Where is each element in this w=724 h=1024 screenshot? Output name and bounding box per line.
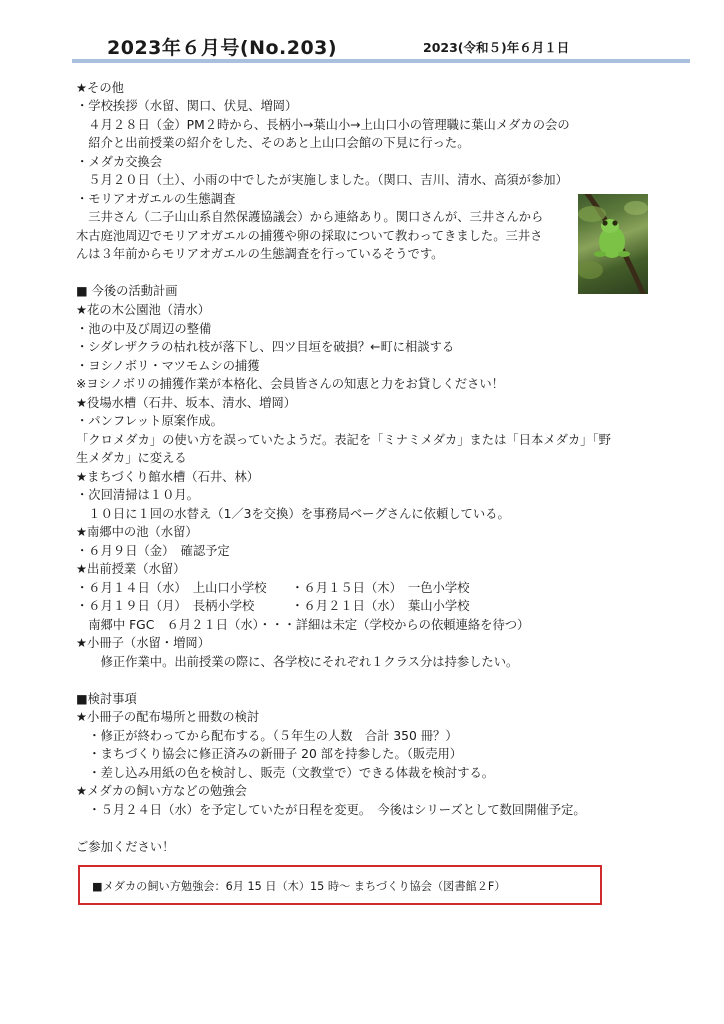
text-line: ４月２８日（金）PM２時から、長柄小→葉山小→上山口小の管理職に葉山メダカの会の bbox=[76, 118, 570, 132]
text-line: ・シダレザクラの枯れ枝が落下し、四ツ目垣を破損？←町に相談する bbox=[76, 340, 455, 354]
issue-date: 2023(令和５)年６月１日 bbox=[423, 40, 570, 55]
frog-icon bbox=[578, 194, 648, 294]
text-line: 紹介と出前授業の紹介をした、そのあと上山口会館の下見に行った。 bbox=[76, 136, 470, 150]
frog-photo bbox=[578, 194, 648, 294]
text-line: ・まちづくり協会に修正済みの新冊子 20 部を持参した。（販売用） bbox=[76, 747, 463, 761]
text-line: ・次回清掃は１０月。 bbox=[76, 488, 199, 502]
text-line: ★南郷中の池（水留） bbox=[76, 525, 198, 539]
text-line: １０日に１回の水替え（1／3を交換）を事務局ベーグさんに依頼している。 bbox=[76, 507, 510, 521]
text-line: ・５月２４日（水）を予定していたが日程を変更。 今後はシリーズとして数回開催予定。 bbox=[76, 803, 586, 817]
text-line: ★花の木公園池（清水） bbox=[76, 303, 210, 317]
text-line: ※ヨシノボリの捕獲作業が本格化、会員皆さんの知恵と力をお貸しください！ bbox=[76, 377, 504, 391]
issue-title: 2023年６月号(No.203) bbox=[107, 37, 338, 59]
text-line: ・６月１９日（月） 長柄小学校 ・６月２１日（水） 葉山小学校 bbox=[76, 599, 470, 613]
text-line: ★まちづくり館水槽（石井、林） bbox=[76, 470, 260, 484]
section-heading-plans: ■ 今後の活動計画 bbox=[76, 284, 178, 298]
text-line: ・メダカ交換会 bbox=[76, 155, 163, 169]
section-heading-review: ■検討事項 bbox=[76, 692, 137, 706]
text-line: ★役場水槽（石井、坂本、清水、増岡） bbox=[76, 396, 297, 410]
text-line: 生メダカ」に変える bbox=[76, 451, 187, 465]
text-line: ・パンフレット原案作成。 bbox=[76, 414, 223, 428]
text-line: ・モリアオガエルの生態調査 bbox=[76, 192, 236, 206]
text-line: 木古庭池周辺でモリアオガエルの捕獲や卵の採取について教わってきました。三井さ bbox=[76, 229, 543, 243]
text-line: んは３年前からモリアオガエルの生態調査を行っているそうです。 bbox=[76, 247, 444, 261]
text-line: ・６月９日（金） 確認予定 bbox=[76, 544, 230, 558]
event-notice-box bbox=[78, 865, 602, 905]
text-line: 南郷中 FGC ６月２１日（水）・・・詳細は未定（学校からの依頼連絡を待つ） bbox=[76, 618, 530, 632]
text-line: ・学校挨拶（水留、関口、伏見、増岡） bbox=[76, 99, 298, 113]
call-to-participate: ご参加ください！ bbox=[76, 840, 175, 854]
text-line: 「クロメダカ」の使い方を誤っていたようだ。表記を「ミナミメダカ」または「日本メダカ」「野 bbox=[76, 433, 611, 447]
text-line: ★小冊子の配布場所と冊数の検討 bbox=[76, 710, 260, 724]
text-line: ・ヨシノボリ・マツモムシの捕獲 bbox=[76, 359, 260, 373]
text-line: ★出前授業（水留） bbox=[76, 562, 186, 576]
text-line: ★メダカの飼い方などの勉強会 bbox=[76, 784, 247, 798]
text-line: ５月２０日（土）、小雨の中でしたが実施しました。（関口、吉川、清水、高須が参加） bbox=[76, 173, 568, 187]
text-line: 三井さん（二子山山系自然保護協議会）から連絡あり。関口さんが、三井さんから bbox=[76, 210, 544, 224]
text-line: ・６月１４日（水） 上山口小学校 ・６月１５日（木） 一色小学校 bbox=[76, 581, 470, 595]
text-line: ・池の中及び周辺の整備 bbox=[76, 322, 212, 336]
event-notice-text: ■メダカの飼い方勉強会：6月 15 日（木）15 時～ まちづくり協会（図書館２F） bbox=[92, 880, 506, 893]
text-line: ・修正が終わってから配布する。（５年生の人数 合計 350 冊？） bbox=[76, 729, 458, 743]
text-line: ・差し込み用紙の色を検討し、販売（文教堂で）できる体裁を検討する。 bbox=[76, 766, 495, 780]
text-line: 修正作業中。出前授業の際に、各学校にそれぞれ１クラス分は持参したい。 bbox=[76, 655, 519, 669]
text-line: ★小冊子（水留・増岡） bbox=[76, 636, 210, 650]
section-heading-other: ★その他 bbox=[76, 81, 124, 95]
